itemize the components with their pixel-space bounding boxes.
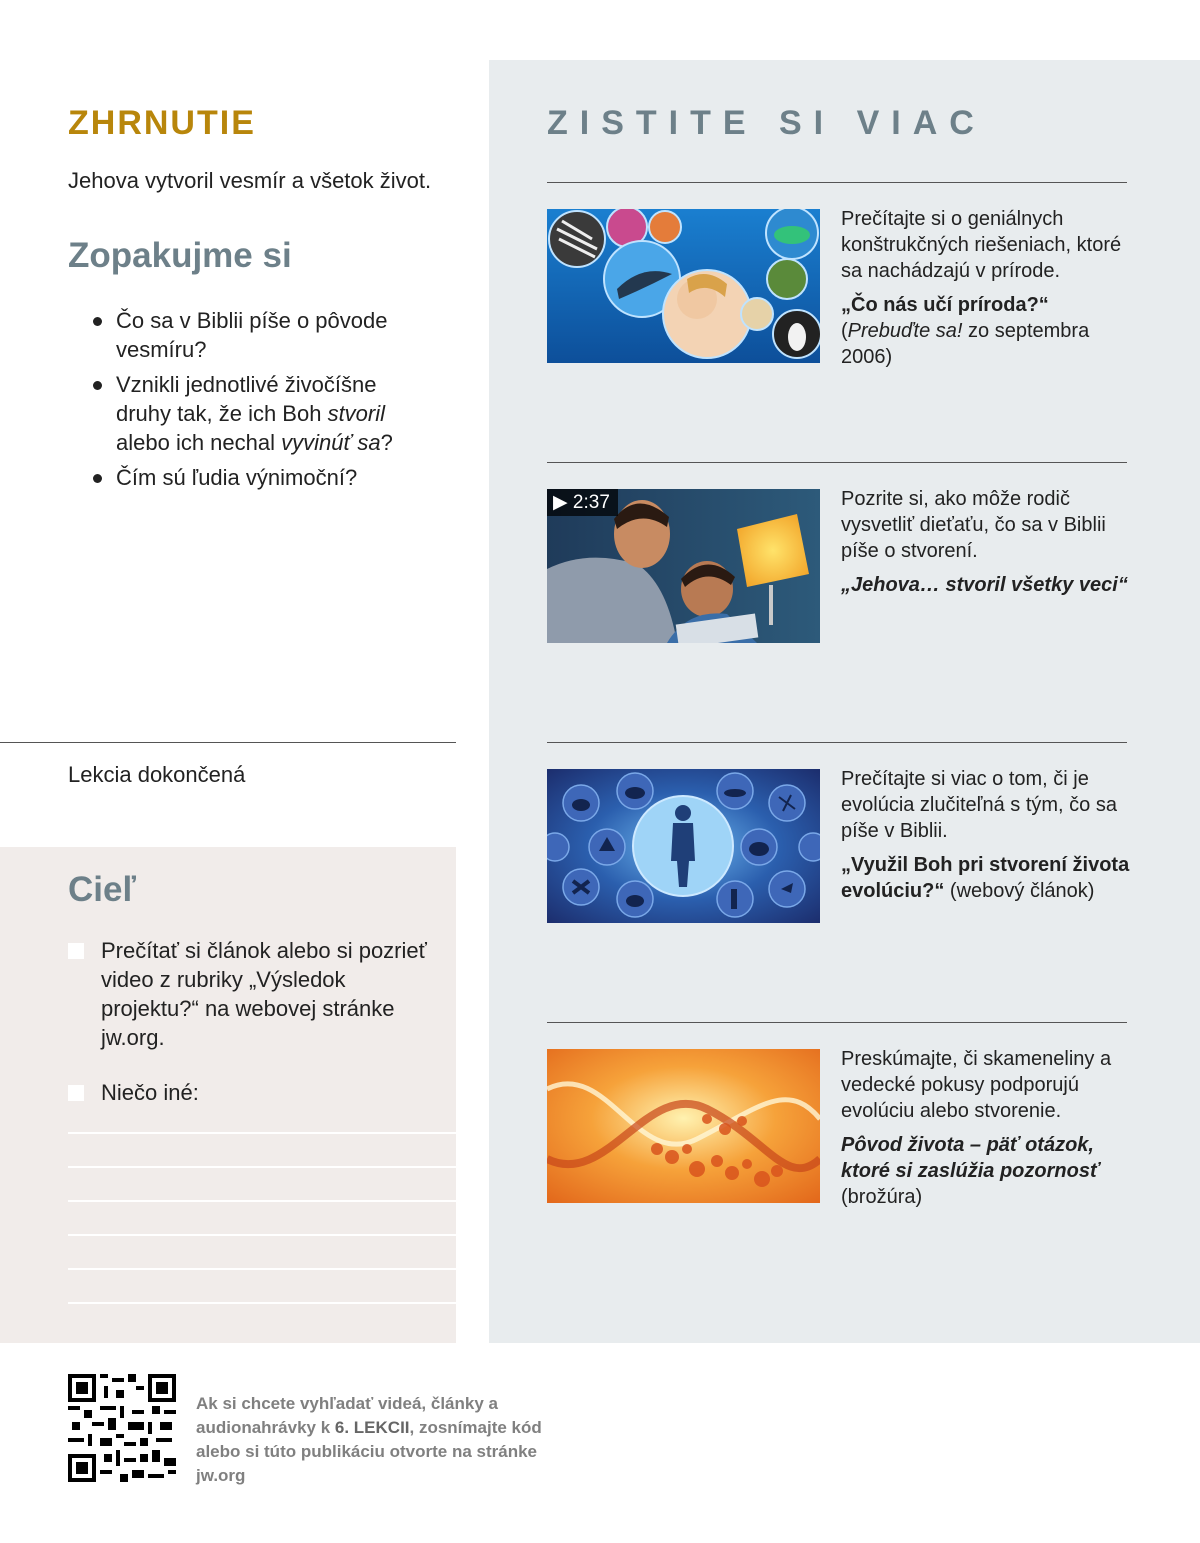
summary-title: ZHRNUTIE [68, 104, 256, 142]
play-icon: ▶ [553, 492, 568, 513]
divider [547, 182, 1127, 183]
writing-line[interactable] [68, 1302, 456, 1304]
qr-code-icon[interactable] [68, 1374, 176, 1482]
item-description: Prečítajte si viac o tom, či je evolúcia zlučiteľná s tým, čo sa píše v Biblii. [841, 768, 1117, 842]
item-reference[interactable]: „Čo nás učí príroda?“ [841, 294, 1049, 316]
writing-line[interactable] [68, 1132, 456, 1134]
item-description: Prečítajte si o geniálnych konštrukčných riešeniach, ktoré sa nachádzajú v prírode. [841, 208, 1122, 282]
review-question: Čo sa v Biblii píše o pôvode vesmíru? [90, 306, 430, 364]
goal-checkbox[interactable] [68, 943, 84, 959]
divider [547, 742, 1127, 743]
writing-line[interactable] [68, 1268, 456, 1270]
writing-line[interactable] [68, 1166, 456, 1168]
nature-collage-image[interactable] [547, 209, 820, 363]
learn-more-item [841, 1046, 1131, 1210]
review-question: Čím sú ľudia výnimoční? [90, 463, 430, 492]
goal-item-text: Prečítať si článok alebo si pozrieť video z rubriky „Výsledok projektu?“ na webovej stránke jw.org. [101, 938, 427, 1050]
writing-line[interactable] [68, 1234, 456, 1236]
dna-helix-image[interactable] [547, 1049, 820, 1203]
review-list [90, 306, 430, 498]
goal-item [68, 936, 428, 1052]
learn-more-item [841, 766, 1131, 904]
item-reference[interactable]: „Využil Boh pri stvorení života evolúciu?“ (webový článok) [841, 854, 1130, 902]
lesson-completed-label: Lekcia dokončená [68, 762, 246, 787]
summary-text: Jehova vytvoril vesmír a všetok život. [68, 168, 432, 193]
divider [0, 742, 456, 743]
review-question: Vznikli jednotlivé živočíšne druhy tak, že ich Boh stvoril alebo ich nechal vyvinúť sa? [90, 370, 430, 457]
writing-line[interactable] [68, 1200, 456, 1202]
learn-more-item [841, 486, 1131, 598]
item-reference[interactable]: „Jehova… stvoril všetky veci“ [841, 574, 1128, 596]
goal-item [68, 1078, 428, 1107]
learn-more-title: ZISTITE SI VIAC [547, 104, 986, 142]
human-and-animals-image[interactable] [547, 769, 820, 923]
goal-item-text: Niečo iné: [101, 1080, 199, 1105]
goal-checkbox[interactable] [68, 1085, 84, 1101]
video-duration-badge: ▶ 2:37 [547, 489, 618, 516]
item-source: (Prebuďte sa! zo septembra 2006) [841, 320, 1090, 368]
item-description: Pozrite si, ako môže rodič vysvetliť dieťaťu, čo sa v Biblii píše o stvorení. [841, 488, 1106, 562]
father-and-son-video-image[interactable] [547, 489, 820, 643]
item-reference[interactable]: Pôvod života – päť otázok, ktoré si zaslúžia pozornosť [841, 1134, 1100, 1182]
footer-note: Ak si chcete vyhľadať videá, články a audionahrávky k 6. LEKCII, zosnímajte kód alebo si túto publikáciu otvorte na stránke jw.org [196, 1394, 542, 1485]
goal-title: Cieľ [68, 870, 136, 909]
divider [547, 462, 1127, 463]
divider [547, 1022, 1127, 1023]
learn-more-item [841, 206, 1131, 370]
item-source: (brožúra) [841, 1186, 923, 1208]
item-description: Preskúmajte, či skameneliny a vedecké pokusy podporujú evolúciu alebo stvorenie. [841, 1048, 1112, 1122]
review-title: Zopakujme si [68, 236, 292, 275]
